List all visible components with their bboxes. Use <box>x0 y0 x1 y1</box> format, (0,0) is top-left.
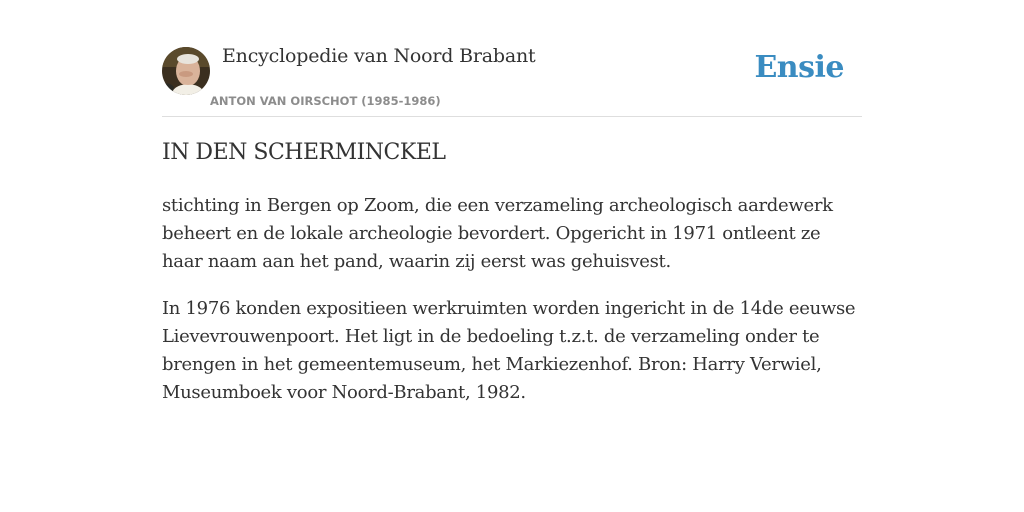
article-card <box>162 0 862 403</box>
article-paragraph: In 1976 konden expositieen werkruimten worden ingericht in de 14de eeuwse Lievevrouwenpoort. Het ligt in de bedoeling t.z.t. de verzameling onder te brengen in het gemeentemuseum, het Markiezenhof. Bron: Harry Verwiel, Museumboek voor Noord-Brabant, 1982. <box>162 298 856 403</box>
author-name[interactable]: ANTON VAN OIRSCHOT (1985-1986) <box>210 94 441 108</box>
article-paragraph: stichting in Bergen op Zoom, die een verzameling archeologisch aardewerk beheert en de lokale archeologie bevordert. Opgericht in 1971 ontleent ze haar naam aan het pand, waarin zij eerst was gehuisvest. <box>162 195 833 272</box>
article-title: IN DEN SCHERMINCKEL <box>162 140 446 165</box>
article-body <box>162 192 862 426</box>
author-avatar[interactable] <box>162 47 210 95</box>
ensie-logo[interactable]: Ensie <box>754 50 844 85</box>
encyclopedia-title[interactable]: Encyclopedie van Noord Brabant <box>222 45 536 67</box>
article-header <box>162 0 862 117</box>
author-portrait-icon <box>162 47 210 95</box>
